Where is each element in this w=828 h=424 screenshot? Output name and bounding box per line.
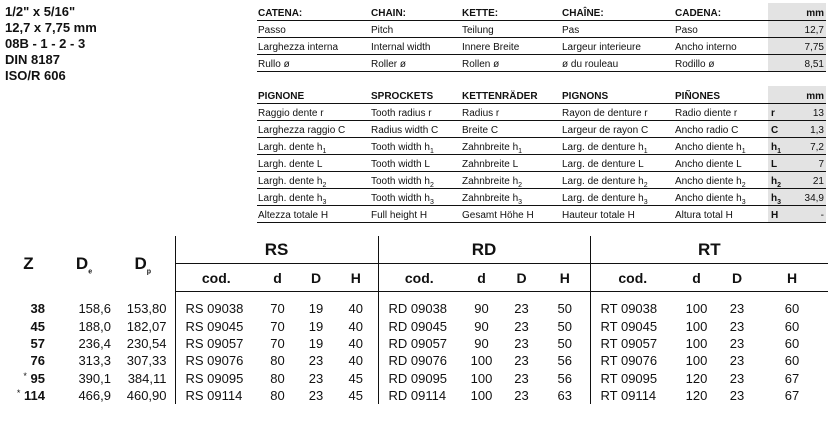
cell-z: 38 [30,301,45,317]
cell-rt-h: 60 [784,335,800,351]
cell-rt-d: 23 [729,318,745,334]
sprocket-spec-cell-es: Ancho diente $h_2$ [674,172,768,189]
cell-rd-cod: RD 09045 [378,317,460,334]
cell-rd-h: 50 [557,318,572,334]
chain-spec-cell-fr: ø du rouleau [561,55,674,72]
chain-spec-header-row [257,3,826,21]
cell-rt-d: 120 [685,370,708,386]
group-rs: RS [175,236,378,264]
cell-rs-cod: RS 09076 [175,352,257,369]
product-heading [5,4,97,84]
cell-rt-d: 23 [729,370,745,386]
sprocket-spec-cell-it: Raggio dente r [257,104,370,121]
cell-rt-d: 23 [729,388,745,404]
cell-rt-h: 67 [784,388,800,404]
sprocket-spec-header-cell: PIGNONE [257,86,370,104]
table-row [0,352,828,369]
cell-rd-h: 63 [557,388,572,404]
table-row [0,317,828,334]
cell-rd-d: 23 [514,335,529,351]
chain-spec-cell-de: Teilung [461,21,561,38]
cell-rd-cod: RD 09114 [378,387,460,404]
sprocket-spec-cell-es: Altura total H [674,206,768,223]
sprocket-spec-header-cell: mm [768,86,826,104]
sprocket-spec-cell-en: Tooth radius r [370,104,461,121]
cell-rd-h: 56 [557,370,572,386]
cell-rt-d: 100 [685,353,708,369]
sprocket-spec-value: 34,9 [790,189,826,206]
cell-dp: 153,80 [126,301,167,317]
cell-rd-cod: RD 09095 [378,370,460,387]
chain-spec-header-cell: CHAIN: [370,3,461,21]
sprocket-spec-header-cell: KETTENRÄDER [461,86,561,104]
cell-rs-d: 19 [308,301,324,317]
chain-spec-cell-it: Larghezza interna [257,38,370,55]
sprocket-spec-value: 7,2 [790,138,826,155]
cell-rs-d: 80 [270,370,285,386]
sprocket-spec-cell-en: Radius width C [370,121,461,138]
subheader-rd-3: H [540,264,590,292]
cell-rs-h: 40 [348,318,363,334]
cell-rt-d: 23 [729,353,745,369]
sprocket-spec-cell-es: Ancho diente $h_1$ [674,138,768,155]
sprocket-spec-cell-it: Largh. dente $h_2$ [257,172,370,189]
cell-rd-d: 23 [514,370,529,386]
table-row [0,335,828,352]
sprocket-spec-cell-en: Full height H [370,206,461,223]
sprocket-spec-symbol: C [768,121,790,138]
cell-de: 313,3 [78,353,111,369]
chain-spec-header-cell: CATENA: [257,3,370,21]
sprocket-spec-cell-de: Zahnbreite L [461,155,561,172]
cell-rt-cod: RT 09038 [590,300,675,317]
chain-designation: 08B - 1 - 2 - 3 [5,36,86,51]
cell-rs-d: 80 [270,353,285,369]
cell-rt-cod: RT 09114 [590,387,675,404]
standard-din: DIN 8187 [5,52,60,67]
sprocket-spec-header-cell: SPROCKETS [370,86,461,104]
sprocket-spec-symbol: r [768,104,790,121]
subheader-rt-1: d [675,264,718,292]
sprocket-spec-cell-de: Zahnbreite $h_1$ [461,138,561,155]
subheader-rs-2: D [298,264,334,292]
cell-z: 45 [30,318,45,334]
cell-rs-cod: RS 09045 [175,317,257,334]
chain-size-mm: 12,7 x 7,75 mm [5,20,97,35]
chain-spec-row [257,21,826,38]
chain-spec-cell-it: Passo [257,21,370,38]
sprocket-spec-value: 21 [790,172,826,189]
cell-rt-h: 67 [784,370,800,386]
cell-rd-cod: RD 09057 [378,335,460,352]
sprocket-spec-cell-it: Largh. dente $h_3$ [257,189,370,206]
cell-rs-h: 40 [348,353,363,369]
sprocket-spec-row [257,206,826,223]
cell-dp: 307,33 [126,353,167,369]
chain-spec-cell-es: Ancho interno [674,38,768,55]
cell-rs-cod: RS 09057 [175,335,257,352]
standard-iso: ISO/R 606 [5,68,66,83]
cell-rd-d: 90 [474,335,489,351]
cell-rd-cod: RD 09038 [378,300,460,317]
chain-spec-cell-en: Internal width [370,38,461,55]
chain-spec-cell-fr: Pas [561,21,674,38]
cell-rd-d: 23 [514,318,529,334]
table-row [0,370,828,387]
col-dp: $D_p$ [134,253,152,276]
cell-rt-cod: RT 09045 [590,317,675,334]
sprocket-spec-cell-de: Gesamt Höhe H [461,206,561,223]
chain-spec-header-cell: mm [768,3,826,21]
chain-spec-cell-en: Roller ø [370,55,461,72]
chain-spec-value: 8,51 [768,55,826,72]
cell-rd-d: 23 [514,301,529,317]
sprocket-spec-symbol: H [768,206,790,223]
cell-rd-h: 50 [557,335,572,351]
chain-spec-header-cell: CADENA: [674,3,768,21]
cell-rs-cod: RS 09114 [175,387,257,404]
sprocket-spec-cell-de: Radius r [461,104,561,121]
subheader-rt-2: D [718,264,756,292]
sprocket-spec-value: 1,3 [790,121,826,138]
sprocket-spec-symbol: $h_2$ [768,172,790,189]
sprocket-spec-cell-fr: Hauteur totale H [561,206,674,223]
sprocket-spec-cell-fr: Larg. de denture $h_3$ [561,189,674,206]
chain-spec-cell-es: Paso [674,21,768,38]
cell-de: 466,9 [78,388,111,404]
cell-z: * 114 [16,388,45,404]
sprocket-spec-cell-de: Breite C [461,121,561,138]
cell-rs-d: 23 [308,388,324,404]
sprocket-spec-row [257,121,826,138]
cell-rd-cod: RD 09076 [378,352,460,369]
sprocket-spec-cell-es: Ancho diente $h_3$ [674,189,768,206]
chain-spec-cell-it: Rullo ø [257,55,370,72]
chain-spec-row [257,38,826,55]
cell-rd-d: 23 [514,353,529,369]
chain-spec-cell-en: Pitch [370,21,461,38]
cell-rs-d: 23 [308,370,324,386]
cell-rd-d: 23 [514,388,529,404]
sprocket-spec-cell-es: Ancho diente L [674,155,768,172]
cell-rt-h: 60 [784,353,800,369]
cell-rd-d: 100 [470,370,493,386]
sprocket-spec-value: - [790,206,826,223]
sprocket-spec-cell-fr: Larg. de denture $h_1$ [561,138,674,155]
subheader-rs-1: d [257,264,298,292]
cell-rt-d: 100 [685,318,708,334]
sprocket-spec-cell-en: Tooth width $h_1$ [370,138,461,155]
sprocket-spec-cell-it: Largh. dente $h_1$ [257,138,370,155]
group-rt: RT [590,236,828,264]
cell-rt-h: 60 [784,301,800,317]
cell-rd-d: 90 [474,318,489,334]
subheader-rs-0: cod. [175,264,257,292]
sprocket-spec-symbol: L [768,155,790,172]
chain-spec-header-cell: CHAÎNE: [561,3,674,21]
cell-rt-d: 100 [685,335,708,351]
subheader-rt-3: H [756,264,828,292]
sprocket-spec-cell-fr: Largeur de rayon C [561,121,674,138]
sprocket-spec-row [257,189,826,206]
cell-rt-h: 60 [784,318,800,334]
subheader-rd-1: d [460,264,503,292]
sprocket-spec-cell-it: Larghezza raggio C [257,121,370,138]
cell-rs-h: 45 [348,370,363,386]
sprocket-spec-symbol: $h_3$ [768,189,790,206]
cell-dp: 460,90 [126,388,167,404]
col-de: $D_e$ [75,253,93,276]
sprocket-spec-symbol: $h_1$ [768,138,790,155]
col-z: Z [23,253,34,273]
cell-rs-h: 40 [348,301,363,317]
sprocket-spec-cell-en: Tooth width L [370,155,461,172]
sprocket-spec-row [257,172,826,189]
chain-spec-row [257,55,826,72]
subheader-rt-0: cod. [590,264,675,292]
cell-rs-h: 45 [348,388,363,404]
subheader-rd-2: D [503,264,540,292]
cell-rt-d: 23 [729,301,745,317]
cell-rs-cod: RS 09095 [175,370,257,387]
cell-rd-d: 90 [474,301,489,317]
cell-rs-d: 70 [270,335,285,351]
cell-rs-d: 19 [308,318,324,334]
sprocket-spec-value: 13 [790,104,826,121]
chain-spec-header-cell: KETTE: [461,3,561,21]
sprocket-spec-cell-de: Zahnbreite $h_2$ [461,172,561,189]
sprocket-dimension-table [0,236,828,404]
footnote-star: * [16,388,21,399]
cell-dp: 230,54 [126,335,167,351]
cell-rs-d: 70 [270,301,285,317]
cell-de: 188,0 [78,318,111,334]
sprocket-spec-cell-es: Ancho radio C [674,121,768,138]
cell-rd-h: 50 [557,301,572,317]
chain-spec-value: 7,75 [768,38,826,55]
sprocket-spec-cell-fr: Rayon de denture r [561,104,674,121]
table-row [0,300,828,317]
sprocket-spec-cell-de: Zahnbreite $h_3$ [461,189,561,206]
cell-rt-d: 120 [685,388,708,404]
cell-de: 158,6 [78,301,111,317]
cell-rd-d: 100 [470,388,493,404]
sprocket-spec-cell-en: Tooth width $h_3$ [370,189,461,206]
cell-rt-cod: RT 09095 [590,370,675,387]
chain-size: 1/2" x 5/16" [5,4,76,19]
sprocket-spec-cell-en: Tooth width $h_2$ [370,172,461,189]
sprocket-spec-cell-fr: Larg. de denture $h_2$ [561,172,674,189]
subheader-rs-3: H [334,264,378,292]
sprocket-spec-cell-it: Altezza totale H [257,206,370,223]
subheader-rd-0: cod. [378,264,460,292]
sprocket-spec-table [257,86,826,223]
sprocket-spec-cell-fr: Larg. de denture L [561,155,674,172]
cell-rd-d: 100 [470,353,493,369]
cell-de: 236,4 [78,335,111,351]
cell-rs-d: 23 [308,353,324,369]
sprocket-spec-header-cell: PIÑONES [674,86,768,104]
sprocket-spec-value: 7 [790,155,826,172]
chain-spec-cell-de: Innere Breite [461,38,561,55]
cell-rs-h: 40 [348,335,363,351]
cell-z: * 95 [23,370,45,386]
group-rd: RD [378,236,590,264]
table-row [0,387,828,404]
cell-z: 57 [30,335,45,351]
chain-spec-cell-fr: Largeur interieure [561,38,674,55]
cell-rt-cod: RT 09076 [590,352,675,369]
cell-dp: 384,11 [127,370,167,386]
cell-z: 76 [30,353,45,369]
cell-de: 390,1 [78,370,111,386]
chain-spec-cell-es: Rodillo ø [674,55,768,72]
cell-dp: 182,07 [126,318,167,334]
footnote-star: * [23,370,27,381]
sprocket-spec-row [257,155,826,172]
sprocket-spec-cell-it: Largh. dente L [257,155,370,172]
cell-rs-d: 19 [308,335,324,351]
sprocket-spec-header-cell: PIGNONS [561,86,674,104]
cell-rs-cod: RS 09038 [175,300,257,317]
sprocket-spec-header-row [257,86,826,104]
cell-rt-d: 100 [685,301,708,317]
chain-spec-cell-de: Rollen ø [461,55,561,72]
sprocket-spec-cell-es: Radio diente r [674,104,768,121]
sprocket-spec-row [257,138,826,155]
cell-rs-d: 80 [270,388,285,404]
cell-rs-d: 70 [270,318,285,334]
cell-rt-cod: RT 09057 [590,335,675,352]
cell-rt-d: 23 [729,335,745,351]
chain-spec-table [257,3,826,72]
chain-spec-value: 12,7 [768,21,826,38]
cell-rd-h: 56 [557,353,572,369]
sprocket-spec-row [257,104,826,121]
